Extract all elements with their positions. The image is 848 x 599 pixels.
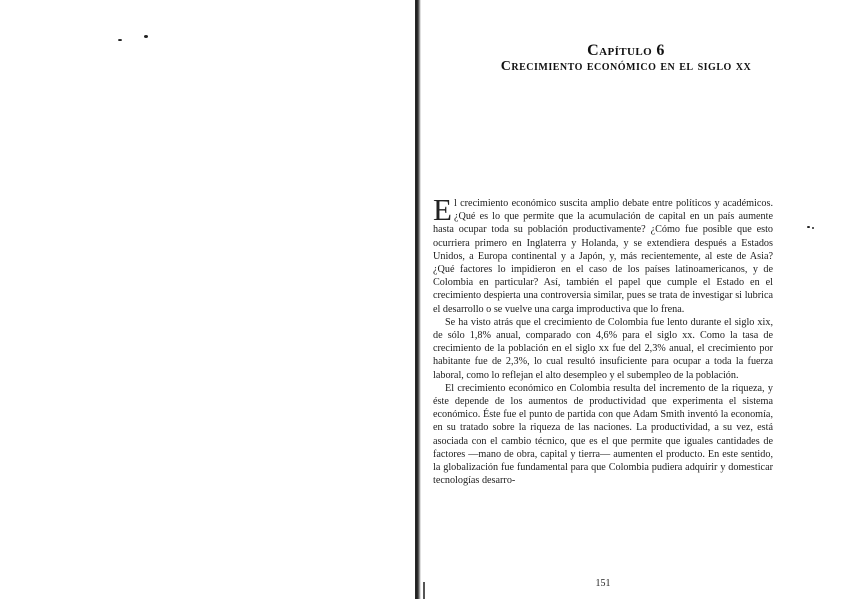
paragraph-1 [433, 192, 773, 316]
paragraph-1-text: l crecimiento económico suscita amplio debate entre políticos y académicos. ¿Qué es lo que permite que la acumulación de capital en un país aumente hasta ocupar toda su población productivamente? ¿Cómo fue posible que esto ocurriera primero en Inglaterra y Holanda, y se extendiera después a Estados Unidos, a Europa continental y a Japón, y, más recientemente, al este de Asia? ¿Qué factores lo impidieron en el caso de los países latinoamericanos, y de Colombia en particular? Así, también el papel que cumple el Estado en el crecimiento despierta una controversia similar, pues se trata de investigar si lubrica el desarrollo o se vuelve una carga improductiva que lo frena. [433, 198, 773, 315]
scan-speck [118, 39, 122, 41]
chapter-body [433, 192, 773, 487]
chapter-title: Crecimiento económico en el siglo xx [500, 59, 752, 74]
left-page-blank [0, 0, 415, 599]
paragraph-3: El crecimiento económico en Colombia resulta del incremento de la riqueza, y éste depende de los aumentos de productividad que experimenta el sistema económico. Éste fue el punto de partida con que Adam Smith inventó la economía, en su tratado sobre la riqueza de las naciones. La productividad, a su vez, está asociada con el cambio técnico, que es el que permite que iguales cantidades de factores —mano de obra, capital y tierra— aumenten el producto. En este sentido, la globalización fue fundamental para que Colombia pudiera adquirir y domesticar tecnologías desarro- [433, 382, 773, 487]
drop-cap: E [433, 192, 452, 227]
chapter-number: Capítulo 6 [587, 42, 665, 59]
paragraph-2: Se ha visto atrás que el crecimiento de Colombia fue lento durante el siglo xix, de sólo 1,8% anual, comparado con 4,6% para el siglo xx. Como la tasa de crecimiento de la población en el siglo xx fue del 2,3% anual, el crecimiento por habitante fue de 2,3%, lo cual resultó insuficiente para ocupar a toda la fuerza laboral, como lo reflejan el alto desempleo y el subempleo de la población. [433, 316, 773, 381]
page-number: 151 [595, 578, 611, 589]
scan-speck [144, 35, 148, 38]
right-page [421, 0, 848, 599]
